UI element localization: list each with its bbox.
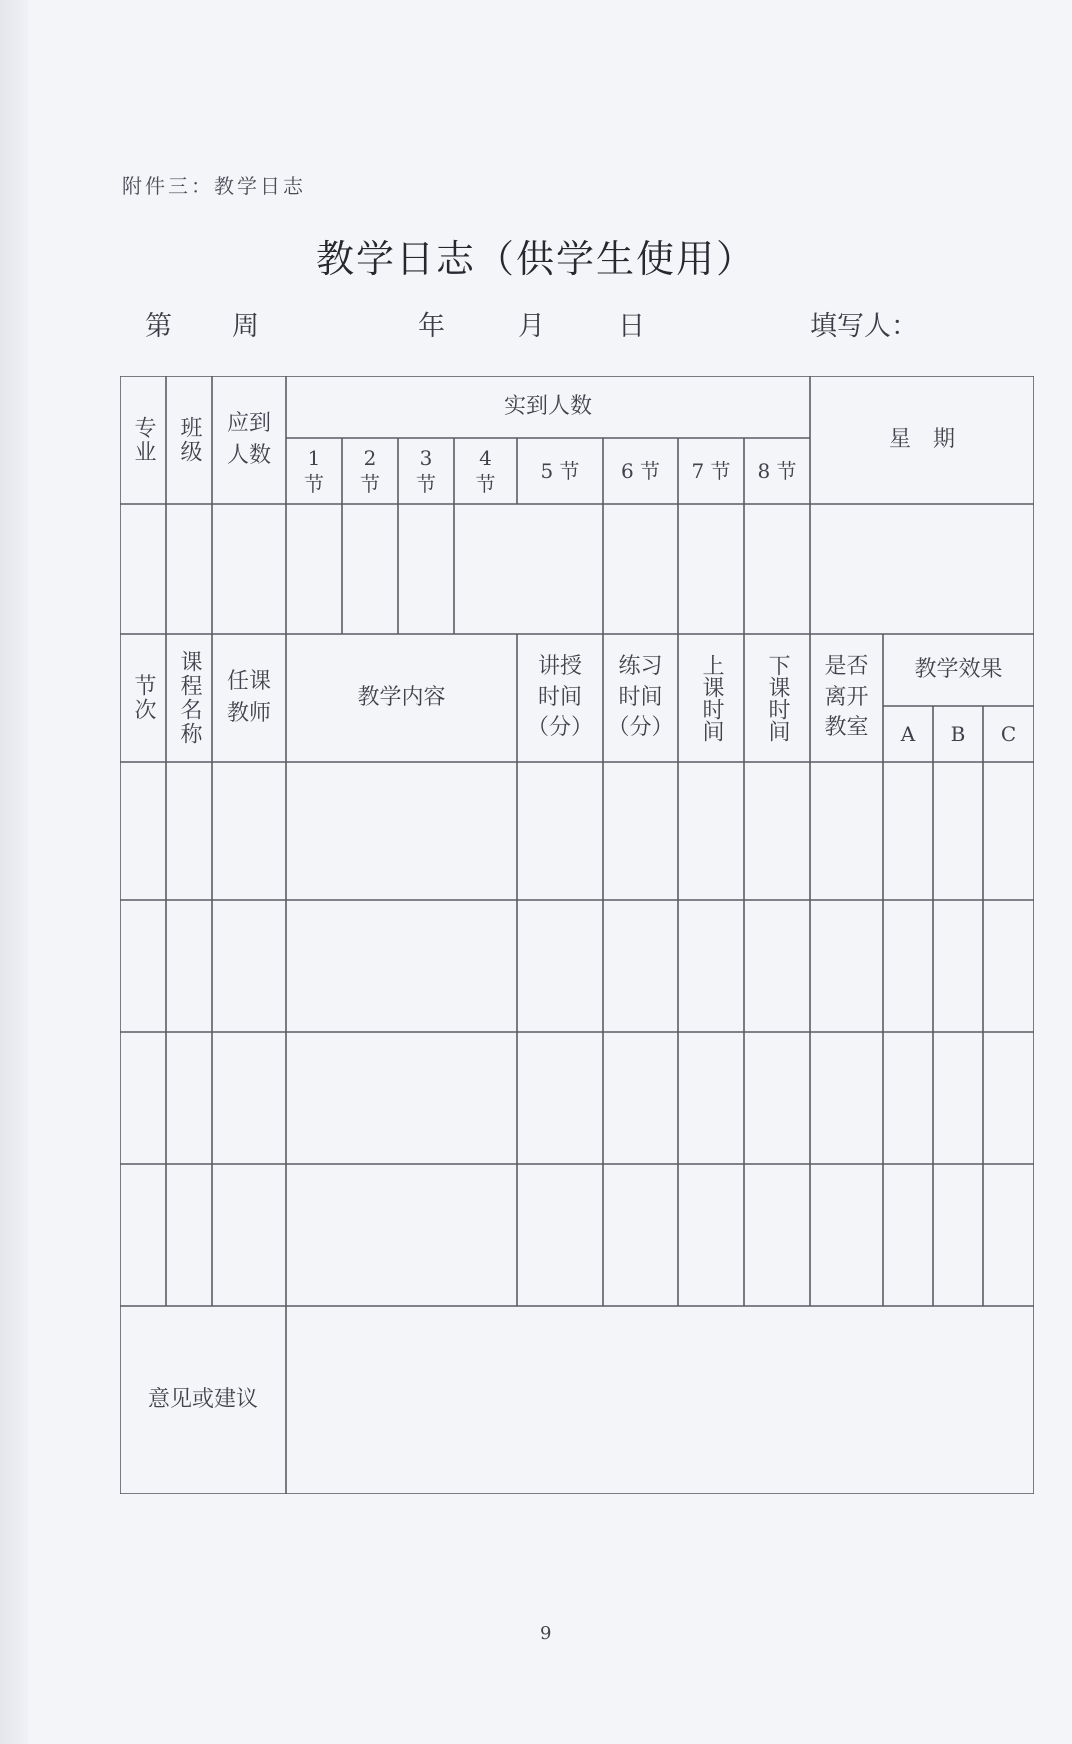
grade-a: A (900, 721, 916, 746)
header-left-classroom: 是否 离开 教室 (824, 653, 869, 741)
grade-b: B (950, 721, 966, 746)
header-period-2: 2 节 (360, 446, 380, 496)
header-class-end: 下课时间 (764, 654, 790, 742)
year-label: 年 (418, 311, 445, 342)
week-prefix: 第 (145, 311, 172, 342)
header-period-1: 1 节 (304, 446, 324, 496)
grade-c: C (1000, 721, 1017, 746)
header-class-start: 上课时间 (698, 654, 724, 742)
suggestions-label: 意见或建议 (147, 1387, 258, 1413)
header-practice-time: 练习 时间 （分） (607, 653, 674, 741)
header-teaching-effect: 教学效果 (914, 657, 1003, 683)
header-class: 班级 (176, 416, 202, 464)
header-period-5: 5 节 (540, 458, 580, 483)
header-period-7: 7 节 (691, 458, 731, 483)
header-lecture-time: 讲授 时间 （分） (526, 653, 593, 741)
page-number: 9 (540, 1623, 552, 1644)
filler-label: 填写人： (810, 311, 918, 342)
page-title: 教学日志（供学生使用） (315, 237, 756, 281)
month-label: 月 (518, 311, 545, 342)
header-period-8: 8 节 (757, 458, 797, 483)
header-actual-count: 实到人数 (503, 394, 592, 420)
header-teaching-content: 教学内容 (357, 685, 446, 711)
day-label: 日 (618, 311, 645, 342)
header-section: 节次 (130, 674, 156, 722)
header-major: 专业 (130, 416, 156, 464)
week-suffix: 周 (232, 311, 259, 342)
header-period-4: 4 节 (475, 446, 496, 496)
header-period-3: 3 节 (416, 446, 436, 496)
header-period-6: 6 节 (620, 458, 661, 483)
header-teacher: 任课 教师 (226, 669, 271, 726)
header-weekday: 星 期 (888, 427, 955, 453)
annex-label: 附件三：教学日志 (122, 174, 306, 198)
header-expected-count: 应到 人数 (226, 411, 271, 468)
header-course-name: 课程名称 (176, 650, 202, 746)
teaching-log-table (120, 376, 1034, 1494)
